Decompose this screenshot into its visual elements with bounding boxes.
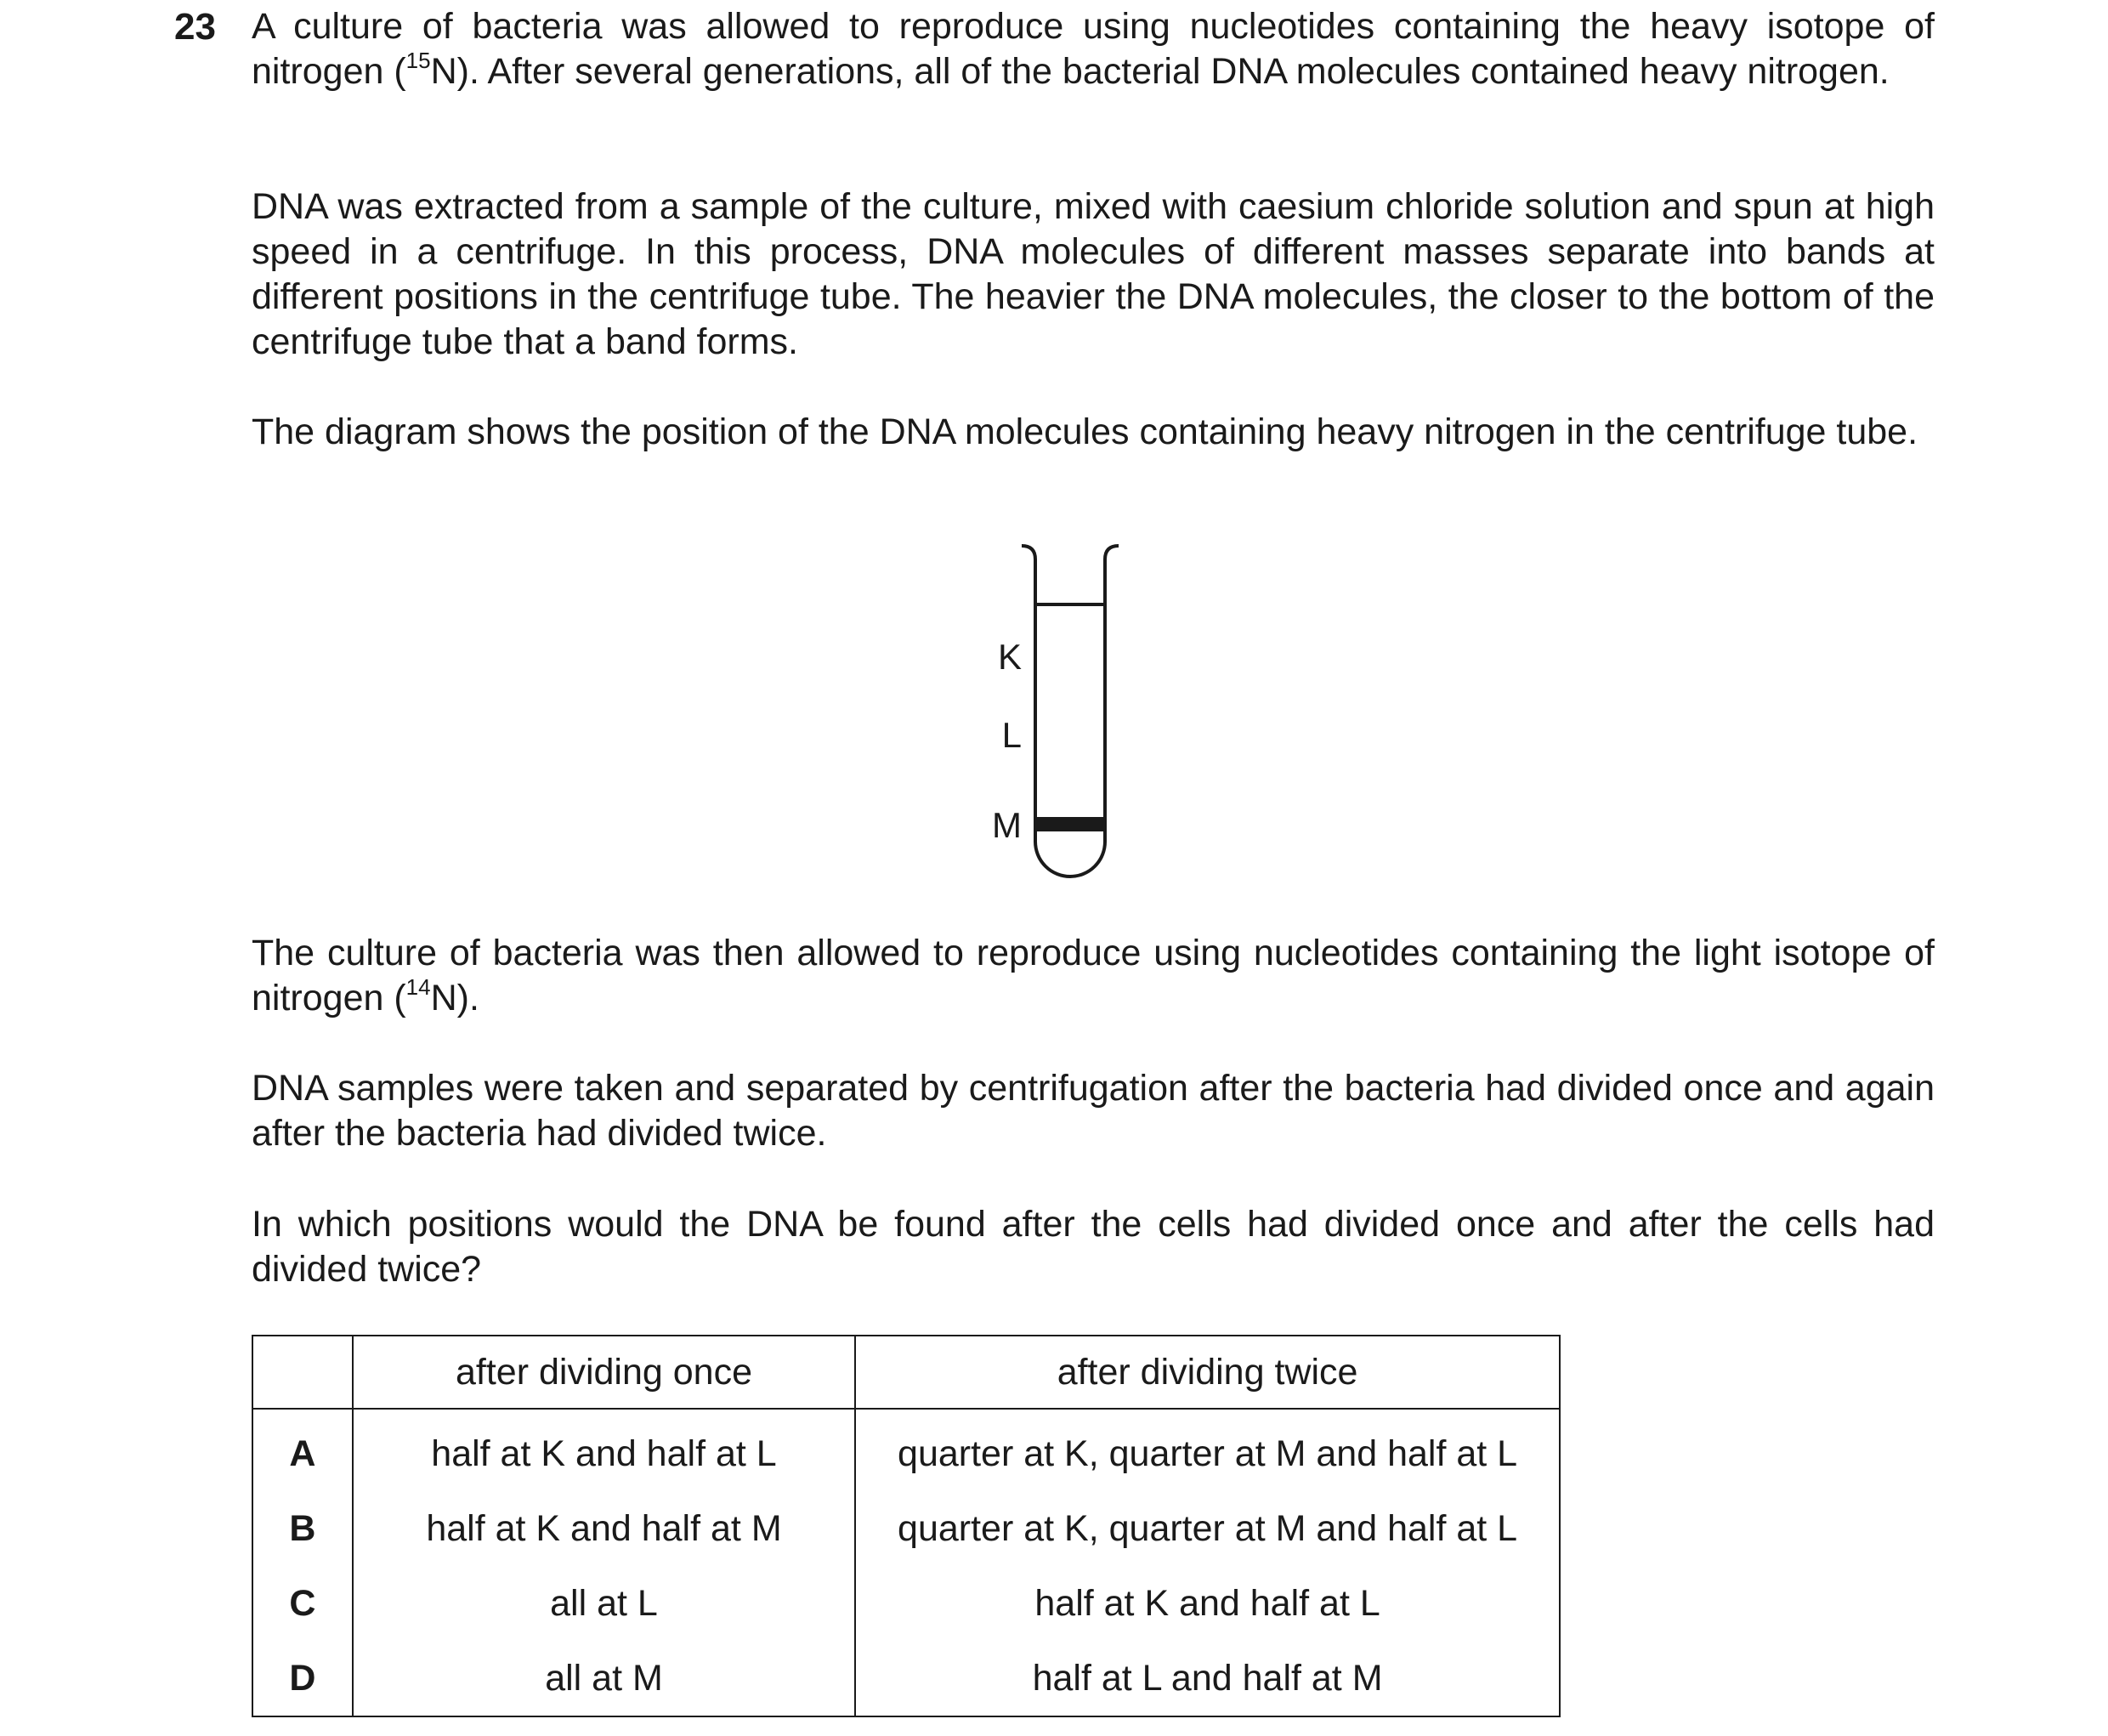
isotope-superscript-14: 14: [405, 974, 431, 1000]
light-isotope-text: The culture of bacteria was then allowed to reproduce using nucleotides containing the light isotope of nitrogen ($^{14}$N).: [252, 933, 1935, 1018]
question-prompt: In which positions would the DNA be found after the cells had divided once and after the cells had divided twice?: [252, 1204, 1935, 1290]
question-number: 23: [174, 6, 216, 48]
option-twice: half at L and half at M: [855, 1641, 1560, 1716]
option-row-c[interactable]: [252, 1566, 1560, 1641]
question-intro: A culture of bacteria was allowed to reproduce using nucleotides containing the heavy isotope of nitrogen ($^{15}$N). After several generations, all of the bacterial DNA molecules contained heavy nitrogen.: [252, 6, 1935, 92]
table-header-row: [252, 1336, 1560, 1409]
option-row-a[interactable]: [252, 1409, 1560, 1491]
header-after-once: after dividing once: [353, 1336, 855, 1409]
option-twice: quarter at K, quarter at M and half at L: [855, 1491, 1560, 1566]
option-once: all at M: [353, 1641, 855, 1716]
answer-options-table: [252, 1335, 1561, 1717]
option-twice: half at K and half at L: [855, 1566, 1560, 1641]
option-letter: B: [252, 1491, 353, 1566]
header-after-twice: after dividing twice: [855, 1336, 1560, 1409]
option-letter: A: [252, 1409, 353, 1491]
centrifuge-explanation: DNA was extracted from a sample of the culture, mixed with caesium chloride solution and spun at high speed in a centrifuge. In this process, DNA molecules of different masses separate into bands at different positions in the centrifuge tube. The heavier the DNA molecules, the closer to the bottom of the centrifuge tube that a band forms.: [252, 186, 1935, 362]
header-blank: [252, 1336, 353, 1409]
option-twice: quarter at K, quarter at M and half at L: [855, 1409, 1560, 1491]
position-label-m: M: [992, 805, 1022, 845]
centrifuge-tube-diagram: [969, 536, 1156, 893]
option-letter: C: [252, 1566, 353, 1641]
dna-band-m: [1036, 817, 1104, 831]
option-once: half at K and half at M: [353, 1491, 855, 1566]
option-once: all at L: [353, 1566, 855, 1641]
option-row-d[interactable]: [252, 1641, 1560, 1716]
option-once: half at K and half at L: [353, 1409, 855, 1491]
position-label-k: K: [997, 637, 1022, 677]
option-row-b[interactable]: [252, 1491, 1560, 1566]
sampling-text: DNA samples were taken and separated by centrifugation after the bacteria had divided once and again after the bacteria had divided twice.: [252, 1068, 1935, 1154]
isotope-superscript-15: 15: [405, 48, 431, 73]
position-label-l: L: [1001, 715, 1022, 755]
option-letter: D: [252, 1641, 353, 1716]
diagram-description: The diagram shows the position of the DNA molecules containing heavy nitrogen in the centrifuge tube.: [252, 411, 1918, 452]
